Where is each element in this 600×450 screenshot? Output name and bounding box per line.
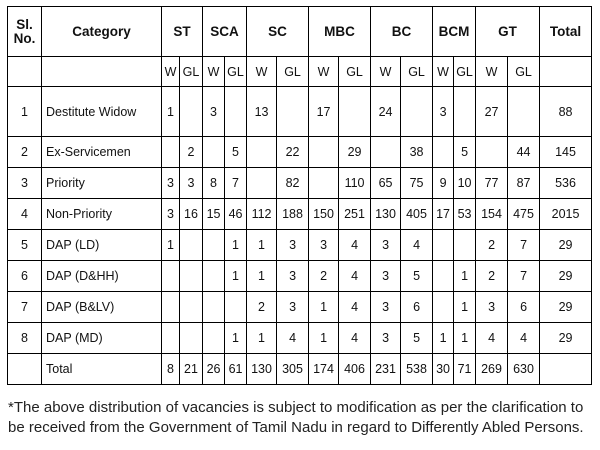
- row-sl-no: 8: [8, 323, 42, 354]
- header-group-mbc: MBC: [309, 7, 371, 57]
- row-value-cell: 4: [277, 323, 309, 354]
- row-value-cell: 7: [225, 168, 247, 199]
- row-value-cell: 1: [454, 323, 476, 354]
- row-value-cell: 1: [454, 261, 476, 292]
- row-total: 88: [540, 87, 592, 137]
- row-value-cell: 3: [371, 261, 401, 292]
- row-value-cell: 4: [476, 323, 508, 354]
- row-total: 536: [540, 168, 592, 199]
- table-row: [8, 261, 592, 292]
- row-value-cell: [203, 292, 225, 323]
- row-value-cell: 4: [508, 323, 540, 354]
- subheader-gl: GL: [277, 57, 309, 87]
- row-value-cell: 1: [433, 323, 454, 354]
- header-blank-cell: [540, 57, 592, 87]
- vacancy-table: [7, 6, 592, 385]
- row-value-cell: [203, 230, 225, 261]
- row-value-cell: 1: [247, 230, 277, 261]
- row-value-cell: [433, 230, 454, 261]
- total-row-label: Total: [42, 354, 162, 385]
- row-category: DAP (D&HH): [42, 261, 162, 292]
- table-row: [8, 230, 592, 261]
- row-value-cell: 4: [339, 323, 371, 354]
- row-value-cell: [433, 261, 454, 292]
- row-value-cell: [162, 323, 180, 354]
- total-value-cell: 8: [162, 354, 180, 385]
- row-value-cell: [247, 168, 277, 199]
- row-sl-no: 5: [8, 230, 42, 261]
- subheader-gl: GL: [339, 57, 371, 87]
- subheader-w: W: [476, 57, 508, 87]
- row-value-cell: [225, 292, 247, 323]
- row-value-cell: 22: [277, 137, 309, 168]
- row-value-cell: 4: [401, 230, 433, 261]
- row-value-cell: 1: [225, 230, 247, 261]
- subheader-w: W: [309, 57, 339, 87]
- row-category: Non-Priority: [42, 199, 162, 230]
- row-value-cell: 110: [339, 168, 371, 199]
- row-value-cell: 38: [401, 137, 433, 168]
- total-value-cell: 61: [225, 354, 247, 385]
- table-row: [8, 137, 592, 168]
- row-value-cell: 1: [225, 323, 247, 354]
- row-value-cell: 2: [247, 292, 277, 323]
- row-value-cell: 46: [225, 199, 247, 230]
- row-value-cell: 82: [277, 168, 309, 199]
- row-value-cell: 7: [508, 261, 540, 292]
- row-value-cell: 4: [339, 261, 371, 292]
- row-value-cell: 77: [476, 168, 508, 199]
- row-value-cell: [203, 261, 225, 292]
- row-value-cell: 5: [225, 137, 247, 168]
- footnote: *The above distribution of vacancies is subject to modification as per the clarification to be received from the Government of Tamil Nadu in regard to Differently Abled Persons.: [8, 399, 584, 436]
- row-value-cell: 1: [162, 230, 180, 261]
- row-value-cell: [309, 137, 339, 168]
- row-value-cell: [180, 323, 203, 354]
- row-value-cell: 3: [162, 199, 180, 230]
- row-value-cell: [508, 87, 540, 137]
- header-blank-cell: [8, 57, 42, 87]
- row-value-cell: 17: [433, 199, 454, 230]
- total-value-cell: 26: [203, 354, 225, 385]
- row-value-cell: [203, 137, 225, 168]
- row-value-cell: 154: [476, 199, 508, 230]
- row-value-cell: 6: [508, 292, 540, 323]
- row-value-cell: [476, 137, 508, 168]
- header-group-sc: SC: [247, 7, 309, 57]
- row-value-cell: 3: [433, 87, 454, 137]
- header-group-bc: BC: [371, 7, 433, 57]
- row-value-cell: 251: [339, 199, 371, 230]
- row-total: 29: [540, 323, 592, 354]
- row-value-cell: 2: [476, 230, 508, 261]
- row-sl-no: 4: [8, 199, 42, 230]
- row-value-cell: 9: [433, 168, 454, 199]
- total-value-cell: 231: [371, 354, 401, 385]
- row-value-cell: 3: [371, 323, 401, 354]
- subheader-w: W: [203, 57, 225, 87]
- row-value-cell: [277, 87, 309, 137]
- header-row-groups: [8, 7, 592, 57]
- row-total: 29: [540, 261, 592, 292]
- row-value-cell: [203, 323, 225, 354]
- header-total: Total: [540, 7, 592, 57]
- row-value-cell: 65: [371, 168, 401, 199]
- row-value-cell: 6: [401, 292, 433, 323]
- row-value-cell: 29: [339, 137, 371, 168]
- row-value-cell: [180, 230, 203, 261]
- row-value-cell: [225, 87, 247, 137]
- total-value-cell: 130: [247, 354, 277, 385]
- row-value-cell: 1: [309, 323, 339, 354]
- subheader-gl: GL: [508, 57, 540, 87]
- row-total: 2015: [540, 199, 592, 230]
- row-value-cell: 10: [454, 168, 476, 199]
- total-value-cell: 30: [433, 354, 454, 385]
- header-group-gt: GT: [476, 7, 540, 57]
- row-sl-no: 2: [8, 137, 42, 168]
- subheader-w: W: [433, 57, 454, 87]
- row-value-cell: [433, 137, 454, 168]
- total-value-cell: 21: [180, 354, 203, 385]
- row-value-cell: 130: [371, 199, 401, 230]
- total-value-cell: 269: [476, 354, 508, 385]
- row-value-cell: 87: [508, 168, 540, 199]
- row-value-cell: 3: [277, 230, 309, 261]
- row-value-cell: 3: [309, 230, 339, 261]
- subheader-gl: GL: [180, 57, 203, 87]
- total-value-cell: 538: [401, 354, 433, 385]
- row-category: DAP (MD): [42, 323, 162, 354]
- total-value-cell: 305: [277, 354, 309, 385]
- row-value-cell: 1: [247, 323, 277, 354]
- row-value-cell: [309, 168, 339, 199]
- row-category: DAP (B&LV): [42, 292, 162, 323]
- row-value-cell: 1: [454, 292, 476, 323]
- row-value-cell: 15: [203, 199, 225, 230]
- row-value-cell: 4: [339, 292, 371, 323]
- row-value-cell: 3: [277, 292, 309, 323]
- row-category: Ex-Servicemen: [42, 137, 162, 168]
- row-value-cell: 2: [309, 261, 339, 292]
- row-value-cell: 53: [454, 199, 476, 230]
- total-row: [8, 354, 592, 385]
- table-row: [8, 168, 592, 199]
- table-row: [8, 87, 592, 137]
- row-value-cell: 150: [309, 199, 339, 230]
- row-total: 29: [540, 292, 592, 323]
- header-sl-no: Sl. No.: [8, 7, 42, 57]
- row-value-cell: 3: [277, 261, 309, 292]
- row-value-cell: [371, 137, 401, 168]
- row-value-cell: 75: [401, 168, 433, 199]
- row-value-cell: [339, 87, 371, 137]
- row-sl-no: 3: [8, 168, 42, 199]
- row-value-cell: 3: [162, 168, 180, 199]
- row-value-cell: 405: [401, 199, 433, 230]
- row-value-cell: [180, 261, 203, 292]
- header-group-sca: SCA: [203, 7, 247, 57]
- row-value-cell: 2: [476, 261, 508, 292]
- subheader-gl: GL: [454, 57, 476, 87]
- table-body: [8, 87, 592, 385]
- subheader-w: W: [371, 57, 401, 87]
- row-value-cell: 112: [247, 199, 277, 230]
- row-value-cell: 1: [162, 87, 180, 137]
- total-value-cell: 174: [309, 354, 339, 385]
- row-value-cell: [401, 87, 433, 137]
- row-value-cell: [180, 292, 203, 323]
- row-value-cell: 13: [247, 87, 277, 137]
- header-category: Category: [42, 7, 162, 57]
- total-value-cell: 406: [339, 354, 371, 385]
- total-row-grand-total: [540, 354, 592, 385]
- row-value-cell: 475: [508, 199, 540, 230]
- row-sl-no: 1: [8, 87, 42, 137]
- row-value-cell: 7: [508, 230, 540, 261]
- row-total: 145: [540, 137, 592, 168]
- header-blank-cell: [42, 57, 162, 87]
- row-total: 29: [540, 230, 592, 261]
- row-category: Destitute Widow: [42, 87, 162, 137]
- row-value-cell: [162, 292, 180, 323]
- header-row-subcolumns: [8, 57, 592, 87]
- row-value-cell: 3: [203, 87, 225, 137]
- row-value-cell: 3: [371, 230, 401, 261]
- table-row: [8, 199, 592, 230]
- row-value-cell: 3: [476, 292, 508, 323]
- row-value-cell: [247, 137, 277, 168]
- row-value-cell: 27: [476, 87, 508, 137]
- row-value-cell: 3: [180, 168, 203, 199]
- row-value-cell: [454, 87, 476, 137]
- row-value-cell: 2: [180, 137, 203, 168]
- total-value-cell: 630: [508, 354, 540, 385]
- subheader-w: W: [162, 57, 180, 87]
- row-sl-no: 6: [8, 261, 42, 292]
- row-value-cell: 5: [401, 261, 433, 292]
- table-row: [8, 323, 592, 354]
- row-category: Priority: [42, 168, 162, 199]
- header-group-bcm: BCM: [433, 7, 476, 57]
- row-value-cell: 3: [371, 292, 401, 323]
- subheader-gl: GL: [225, 57, 247, 87]
- row-value-cell: [433, 292, 454, 323]
- row-value-cell: 5: [401, 323, 433, 354]
- row-category: DAP (LD): [42, 230, 162, 261]
- row-sl-no: 7: [8, 292, 42, 323]
- header-group-st: ST: [162, 7, 203, 57]
- row-value-cell: 1: [247, 261, 277, 292]
- row-value-cell: [162, 137, 180, 168]
- table-row: [8, 292, 592, 323]
- row-value-cell: 24: [371, 87, 401, 137]
- total-row-blank-cell: [8, 354, 42, 385]
- row-value-cell: 16: [180, 199, 203, 230]
- row-value-cell: [180, 87, 203, 137]
- row-value-cell: 17: [309, 87, 339, 137]
- row-value-cell: 1: [225, 261, 247, 292]
- row-value-cell: 44: [508, 137, 540, 168]
- subheader-gl: GL: [401, 57, 433, 87]
- subheader-w: W: [247, 57, 277, 87]
- row-value-cell: 1: [309, 292, 339, 323]
- row-value-cell: 4: [339, 230, 371, 261]
- row-value-cell: [454, 230, 476, 261]
- row-value-cell: [162, 261, 180, 292]
- row-value-cell: 188: [277, 199, 309, 230]
- total-value-cell: 71: [454, 354, 476, 385]
- row-value-cell: 8: [203, 168, 225, 199]
- row-value-cell: 5: [454, 137, 476, 168]
